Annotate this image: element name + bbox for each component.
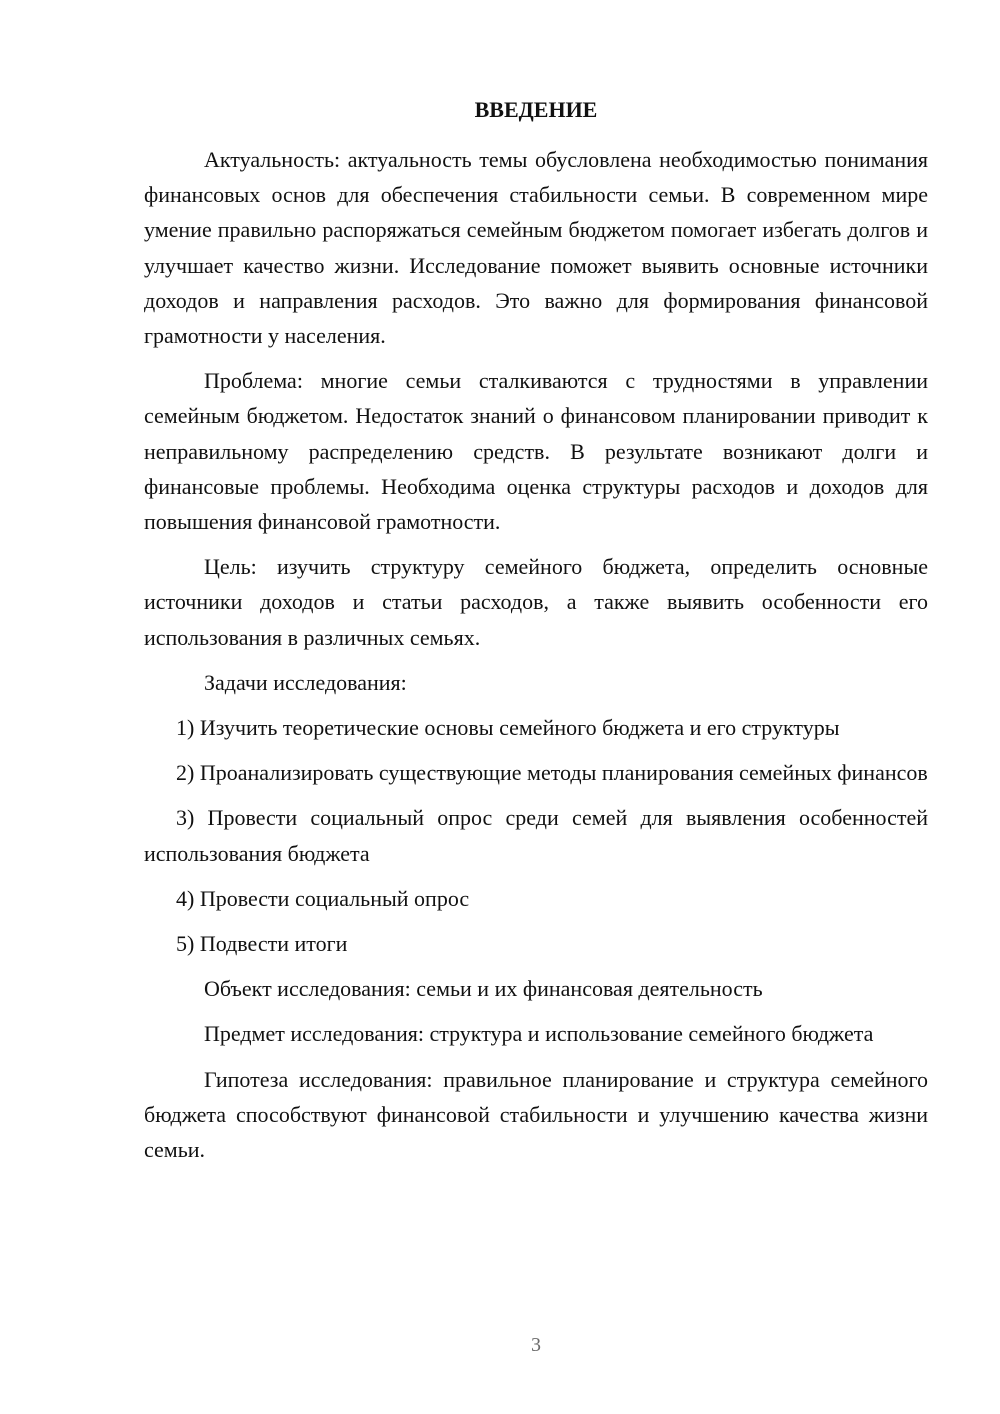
task-item: 4) Провести социальный опрос	[176, 885, 470, 911]
paragraph-tasks-heading: Задачи исследования:	[204, 669, 407, 695]
paragraph-relevance: Актуальность: актуальность темы обусловлена необходимостью понимания финансовых основ для обеспечения стабильности семьи. В современном мире умение правильно распоряжаться семейным бюджетом помогает избегать долгов и улучшает качество жизни. Исследование поможет выявить основные источники доходов и направления расходов. Это важно для формирования финансовой грамотности у населения.	[144, 147, 928, 349]
task-item: 2) Проанализировать существующие методы планирования семейных финансов	[176, 760, 928, 786]
paragraph-goal: Цель: изучить структуру семейного бюджета, определить основные источники доходов и статьи расходов, а также выявить особенности его использования в различных семьях.	[144, 554, 928, 650]
paragraph-hypothesis: Гипотеза исследования: правильное планирование и структура семейного бюджета способствуют финансовой стабильности и улучшению качества жизни семьи.	[144, 1066, 928, 1163]
task-item: 3) Провести социальный опрос среди семей для выявления особенностей использования бюджета	[144, 805, 928, 866]
task-item: 5) Подвести итоги	[176, 931, 348, 957]
page-title: ВВЕДЕНИЕ	[474, 97, 598, 122]
page-number: 3	[531, 1334, 541, 1356]
paragraph-subject: Предмет исследования: структура и использование семейного бюджета	[204, 1021, 874, 1047]
paragraph-object: Объект исследования: семьи и их финансовая деятельность	[204, 976, 763, 1002]
task-item: 1) Изучить теоретические основы семейного бюджета и его структуры	[176, 715, 840, 741]
paragraph-problem: Проблема: многие семьи сталкиваются с трудностями в управлении семейным бюджетом. Недостаток знаний о финансовом планировании приводит к неправильному распределению средств. В результате возникают долги и финансовые проблемы. Необходима оценка структуры расходов и доходов для повышения финансовой грамотности.	[144, 368, 928, 535]
document-body	[144, 142, 928, 1177]
